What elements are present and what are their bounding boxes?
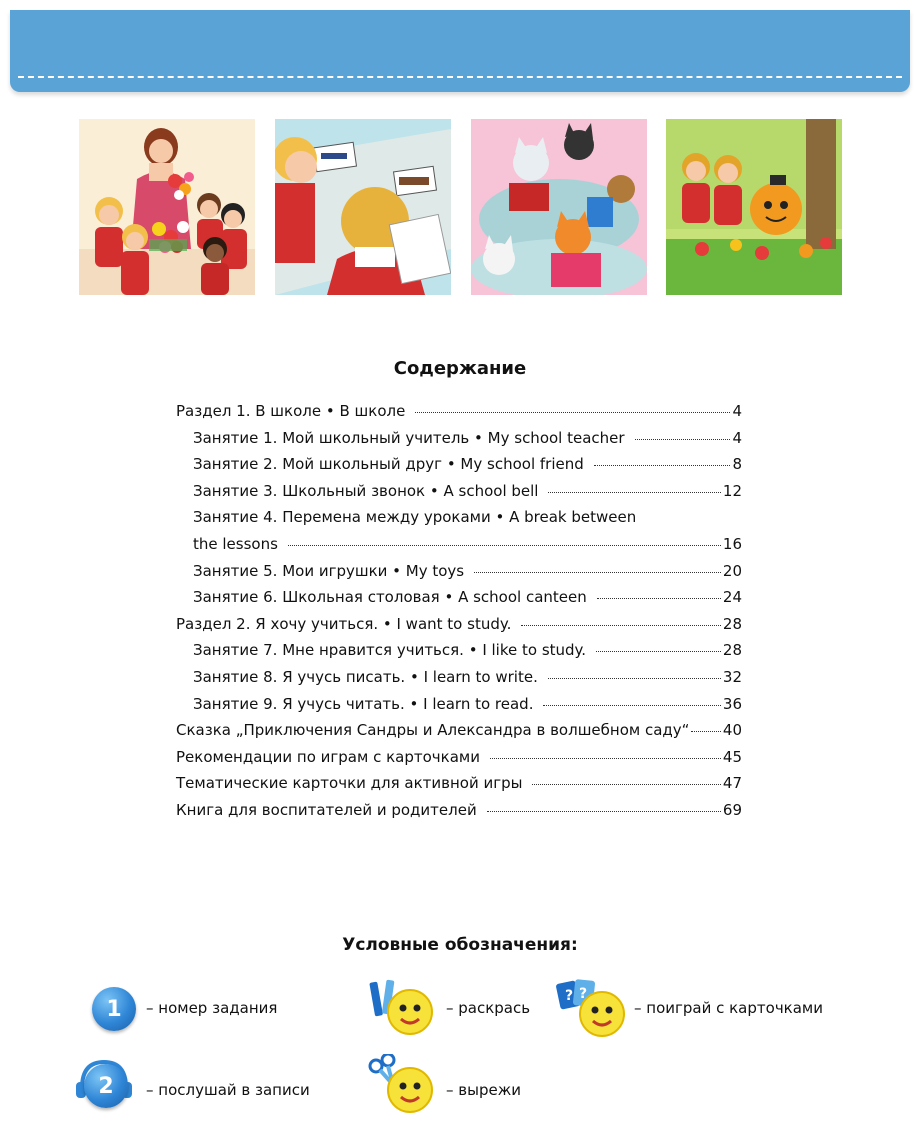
contents-title: Содержание	[393, 358, 527, 379]
toc-page-number: 16	[722, 534, 742, 553]
toc-page-number: 4	[732, 428, 742, 447]
toc-entry[interactable]	[176, 562, 742, 589]
illustration-children-writing	[275, 119, 451, 295]
toc-page-number: 40	[722, 721, 742, 740]
toc-page-number: 24	[722, 588, 742, 607]
toc-entry-text: Занятие 1. Мой школьный учитель • My school teacher	[193, 428, 625, 447]
listen-badge-label: 2	[98, 1073, 114, 1099]
svg-text:?: ?	[565, 988, 574, 1004]
toc-page-number: 8	[732, 455, 742, 474]
toc-entry-text: Тематические карточки для активной игры	[176, 774, 523, 793]
toc-entry[interactable]	[176, 429, 742, 456]
task-number-badge-icon	[92, 987, 136, 1031]
toc-entry[interactable]	[176, 668, 742, 695]
toc-entry-text: Занятие 6. Школьная столовая • A school canteen	[193, 588, 587, 607]
legend-cut-text: – вырежи	[446, 1081, 521, 1099]
legend-play-cards-text: – поиграй с карточками	[634, 999, 823, 1017]
toc-leader-dots	[288, 545, 721, 546]
toc-page-number: 36	[722, 694, 742, 713]
toc-leader-dots	[548, 492, 720, 493]
toc-entry[interactable]	[176, 721, 742, 748]
toc-entry[interactable]	[176, 455, 742, 482]
toc-leader-dots	[532, 784, 720, 785]
toc-leader-dots	[691, 731, 720, 732]
header-stitch-line	[18, 76, 902, 78]
toc-entry-text: Занятие 3. Школьный звонок • A school bell	[193, 481, 539, 500]
toc-page-number: 32	[722, 667, 742, 686]
legend-color-text: – раскрась	[446, 999, 531, 1017]
toc-entry-text: Занятие 2. Мой школьный друг • My school friend	[193, 455, 584, 474]
toc-entry-text: Занятие 7. Мне нравится учиться. • I like to study.	[193, 641, 587, 660]
toc-entry-text: Занятие 9. Я учусь читать. • I learn to read.	[193, 694, 534, 713]
toc-entry[interactable]	[176, 402, 742, 429]
toc-entry-text: Раздел 2. Я хочу учиться. • I want to study.	[176, 614, 512, 633]
toc-entry-text: Книга для воспитателей и родителей	[176, 800, 477, 819]
toc-leader-dots	[490, 758, 721, 759]
color-pencil-face-icon	[366, 978, 438, 1040]
toc-entry[interactable]	[176, 588, 742, 615]
toc-entry[interactable]	[176, 774, 742, 801]
toc-entry-text: Занятие 5. Мои игрушки • My toys	[193, 561, 465, 580]
toc-page-number: 12	[722, 481, 742, 500]
legend-listen-text: – послушай в записи	[146, 1081, 310, 1099]
toc-page-number: 45	[722, 747, 742, 766]
toc-entry-text: Рекомендации по играм с карточками	[176, 747, 480, 766]
toc-entry-text-line1: Занятие 4. Перемена между уроками • A break between	[193, 508, 637, 527]
toc-entry-text-line2: the lessons	[193, 534, 278, 553]
table-of-contents	[176, 402, 742, 828]
scissors-face-icon	[366, 1054, 438, 1116]
cards-face-icon	[556, 978, 632, 1040]
toc-entry[interactable]	[176, 801, 742, 828]
toc-page-number: 28	[722, 641, 742, 660]
legend-title: Условные обозначения:	[342, 935, 578, 955]
toc-page-number: 20	[722, 561, 742, 580]
toc-leader-dots	[548, 678, 721, 679]
toc-page-number: 4	[732, 402, 742, 420]
toc-leader-dots	[594, 465, 731, 466]
toc-entry-text: Раздел 1. В школе • В школе	[176, 402, 406, 420]
illustration-children-garden	[666, 119, 842, 295]
toc-leader-dots	[635, 439, 731, 440]
illustration-cats-reading	[471, 119, 647, 295]
task-number-badge-label: 1	[106, 996, 122, 1022]
toc-leader-dots	[596, 651, 721, 652]
listen-badge-icon	[84, 1064, 128, 1108]
toc-leader-dots	[597, 598, 721, 599]
toc-entry[interactable]	[176, 748, 742, 775]
legend-task-number-text: – номер задания	[146, 999, 278, 1017]
toc-entry[interactable]	[176, 482, 742, 509]
toc-entry[interactable]	[176, 641, 742, 668]
toc-leader-dots	[474, 572, 721, 573]
illustration-teacher-children	[79, 119, 255, 295]
toc-leader-dots	[487, 811, 721, 812]
toc-leader-dots	[521, 625, 721, 626]
toc-leader-dots	[415, 412, 730, 413]
svg-text:?: ?	[579, 986, 588, 1002]
header-band	[10, 10, 910, 92]
toc-entry[interactable]	[176, 615, 742, 642]
toc-entry[interactable]	[176, 695, 742, 722]
toc-page-number: 47	[722, 774, 742, 793]
toc-entry-multiline[interactable]	[176, 508, 742, 561]
toc-entry-text: Сказка „Приключения Сандры и Александра в волшебном саду“	[176, 721, 690, 740]
toc-entry-text: Занятие 8. Я учусь писать. • I learn to write.	[193, 667, 538, 686]
toc-leader-dots	[543, 705, 720, 706]
toc-page-number: 69	[722, 800, 742, 819]
toc-page-number: 28	[722, 614, 742, 633]
